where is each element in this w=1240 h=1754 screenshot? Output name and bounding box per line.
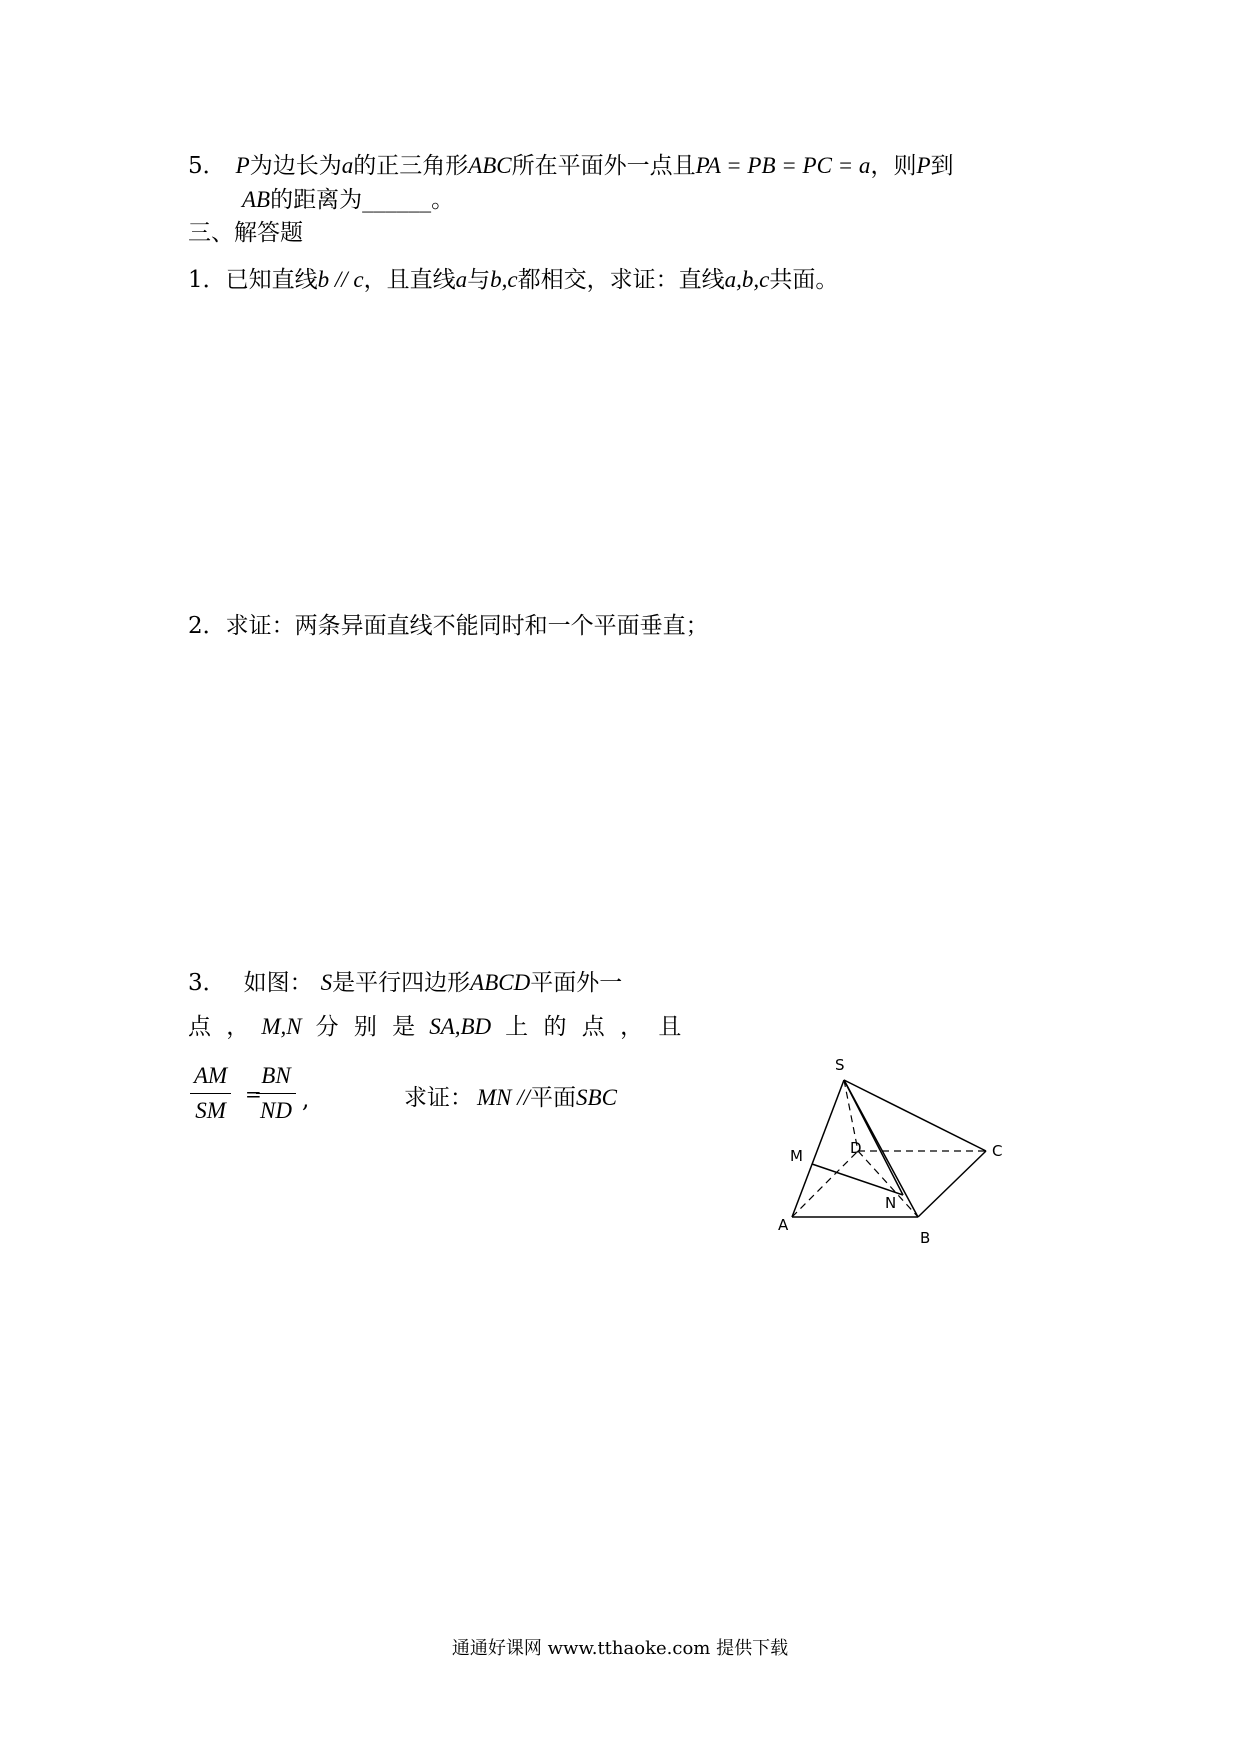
problem-number: 3． [188, 970, 226, 996]
math-sa-bd: SA,BD [429, 1014, 492, 1039]
problem-text: 求证： [404, 1085, 473, 1111]
label-c: C [992, 1142, 1003, 1160]
problem-text: 与 [467, 267, 491, 293]
equals-sign: = [245, 1082, 262, 1106]
pyramid-figure [770, 1050, 1030, 1250]
fraction-denominator: ND [260, 1098, 292, 1123]
math-ab: AB [242, 187, 271, 212]
math-mn: M,N [261, 1014, 302, 1039]
edge-bc [918, 1151, 986, 1217]
math-a: a [341, 153, 354, 178]
problem-3-line1 [188, 968, 622, 998]
fraction-numerator: AM [190, 1063, 231, 1094]
fraction-denominator: SM [195, 1098, 226, 1123]
q5-line2 [242, 185, 454, 215]
q5-text: 为边长为 [249, 153, 342, 179]
fraction-am-sm [190, 1063, 231, 1124]
problem-text: 都相交，求证：直线 [517, 267, 725, 293]
label-s: S [835, 1056, 845, 1074]
q5-text: 的距离为______。 [270, 187, 455, 213]
label-m: M [790, 1147, 803, 1165]
problem-text: 是平行四边形 [332, 970, 471, 996]
math-bc: b,c [490, 267, 518, 292]
math-p: P [916, 153, 931, 178]
problem-text: 求证：两条异面直线不能同时和一个平面垂直； [225, 613, 709, 639]
section-heading: 三、解答题 [188, 220, 303, 246]
problem-text: 平面 [530, 1085, 577, 1111]
q5-number: 5． [188, 153, 226, 179]
math-mn-parallel: MN // [477, 1085, 531, 1110]
math-b-parallel-c: b // c [317, 267, 364, 292]
math-abc: ABC [468, 153, 512, 178]
label-n: N [885, 1194, 897, 1212]
problem-text: ，且直线 [363, 267, 456, 293]
problem-text: 已知直线 [225, 267, 318, 293]
problem-number: 1． [188, 267, 226, 293]
fraction-numerator: BN [256, 1063, 296, 1094]
edge-sc [844, 1080, 986, 1151]
problem-3-line2 [188, 1012, 681, 1042]
footer-credit: 通通好课网 www.tthaoke.com 提供下载 [451, 1638, 789, 1659]
math-a: a [455, 267, 468, 292]
prove-statement [404, 1083, 617, 1113]
problem-text: 点 ， [188, 1014, 250, 1040]
problem-text: 共面。 [769, 267, 839, 293]
math-abc: a,b,c [724, 267, 770, 292]
problem-2 [188, 611, 709, 641]
problem-number: 2． [188, 613, 226, 639]
problem-text: 平面外一 [530, 970, 623, 996]
math-sbc: SBC [576, 1085, 617, 1110]
q5-text: ，则 [870, 153, 917, 179]
q5-line1 [188, 151, 954, 181]
label-d: D [850, 1139, 862, 1157]
q5-text: 的正三角形 [353, 153, 469, 179]
comma: , [302, 1087, 310, 1113]
math-abcd: ABCD [470, 970, 531, 995]
problem-1 [188, 265, 838, 295]
label-b: B [920, 1229, 931, 1247]
q5-text: 到 [930, 153, 954, 179]
label-a: A [778, 1216, 789, 1234]
fraction-bn-nd [256, 1063, 296, 1124]
q5-text: 所在平面外一点且 [511, 153, 696, 179]
problem-text: 如图： [243, 970, 313, 996]
math-equation: PA = PB = PC = a [695, 153, 871, 178]
math-p: P [235, 153, 250, 178]
problem-text: 上 的 点 ， 且 [505, 1014, 682, 1040]
problem-text: 分 别 是 [315, 1014, 416, 1040]
math-s: S [320, 970, 333, 995]
